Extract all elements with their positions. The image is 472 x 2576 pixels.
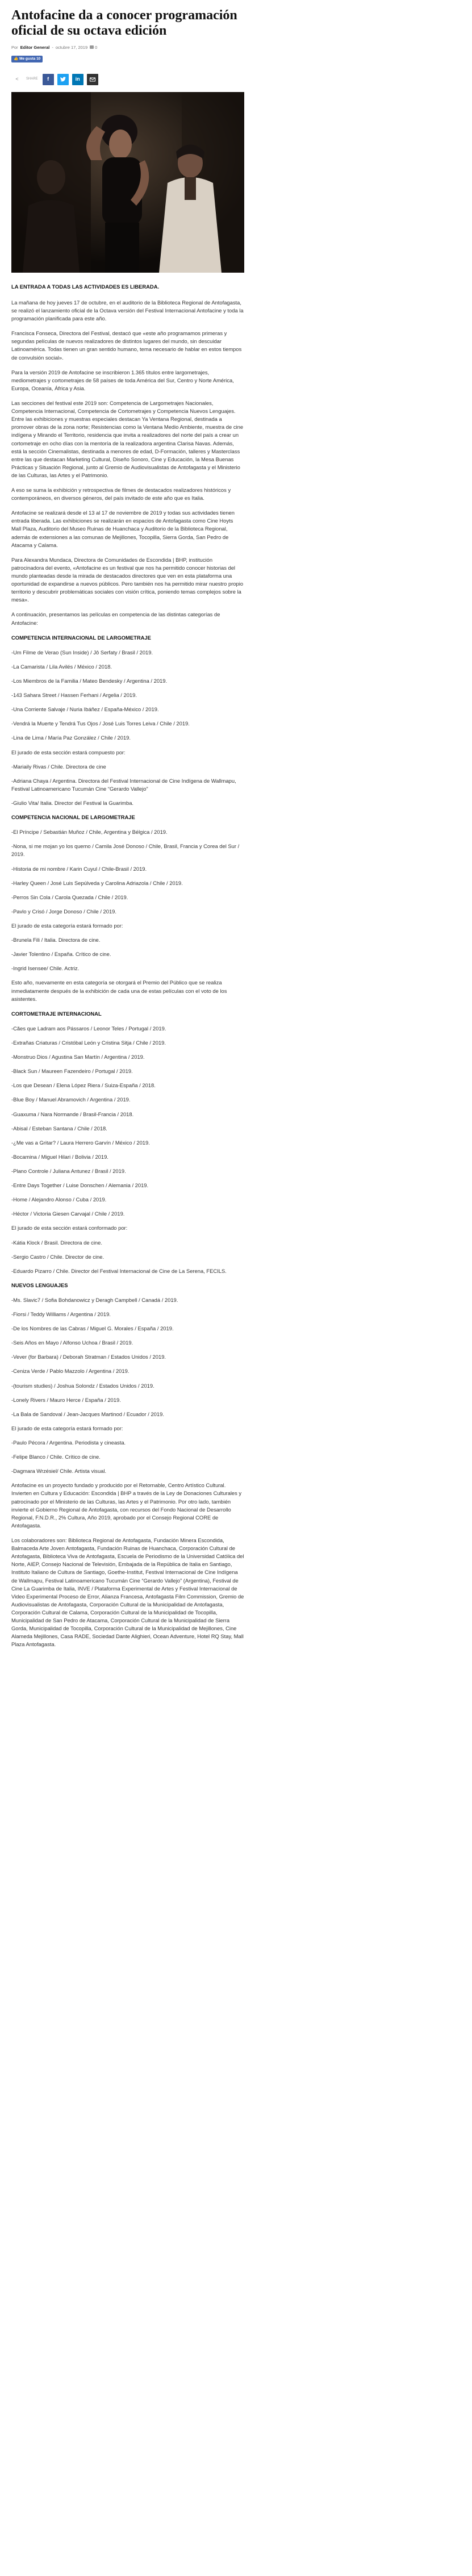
linkedin-share-button[interactable] bbox=[72, 74, 83, 85]
film-entry: -Vever (for Barbara) / Deborah Stratman / Estados Unidos / 2019. bbox=[11, 1354, 166, 1360]
twitter-share-button[interactable] bbox=[57, 74, 69, 85]
film-entry: -143 Sahara Street / Hassen Ferhani / Argelia / 2019. bbox=[11, 692, 137, 699]
article-date: octubre 17, 2019 bbox=[55, 44, 88, 50]
film-entry: -El Príncipe / Sebastián Muñoz / Chile, Argentina y Bélgica / 2019. bbox=[11, 829, 168, 836]
comments-link[interactable] bbox=[90, 44, 97, 51]
jury-member: -Kátia Klock / Brasil. Directora de cine. bbox=[11, 1239, 102, 1246]
film-entry: -Fiorsi / Teddy Williams / Argentina / 2019. bbox=[11, 1311, 111, 1318]
article-meta bbox=[11, 44, 244, 51]
jury-intro: El jurado de esta categoría estará formado por: bbox=[11, 1425, 123, 1431]
jury-member: -Dagmara Wrzésiel/ Chile. Artista visual. bbox=[11, 1468, 107, 1475]
film-entry: -De los Nombres de las Cabras / Miguel G. Morales / España / 2019. bbox=[11, 1325, 174, 1332]
section-heading: CORTOMETRAJE INTERNACIONAL bbox=[11, 1010, 102, 1017]
meta-by: Por bbox=[11, 44, 18, 50]
comments-count: 0 bbox=[95, 44, 98, 50]
section-heading: NUEVOS LENGUAJES bbox=[11, 1281, 68, 1288]
jury-member: -Sergio Castro / Chile. Director de cine. bbox=[11, 1253, 105, 1260]
competition-section bbox=[11, 1281, 244, 1476]
body-paragraph: La mañana de hoy jueves 17 de octubre, en el auditorio de la Biblioteca Regional de Antofagasta, se realizó el lanzamiento oficial de la Octava versión del Festival Internacional Antofacine y toda la programación planificada para este año. bbox=[11, 299, 244, 322]
article-title: Antofacine da a conocer programación oficial de su octava edición bbox=[11, 8, 237, 38]
thumbs-up-icon: 👍 bbox=[14, 57, 19, 61]
meta-separator: - bbox=[52, 44, 53, 50]
film-entry: -Ms. Slavic7 / Sofia Bohdanowicz y Deragh Campbell / Canadá / 2019. bbox=[11, 1296, 178, 1303]
film-entry: -Um Filme de Verao (Sun Inside) / Jô Serfaty / Brasil / 2019. bbox=[11, 649, 153, 656]
share-bar bbox=[11, 74, 244, 85]
competition-section bbox=[11, 813, 244, 1003]
facebook-like-button[interactable] bbox=[11, 56, 43, 62]
film-entry: -Guaxuma / Nara Normande / Brasil-Francia / 2018. bbox=[11, 1110, 134, 1117]
film-entry: -Historia de mi nombre / Karin Cuyul / Chile-Brasil / 2019. bbox=[11, 865, 147, 872]
film-entry: -Héctor / Victoria Giesen Carvajal / Chile / 2019. bbox=[11, 1210, 125, 1217]
share-icon: < bbox=[15, 76, 19, 82]
film-entry: -Blue Boy / Manuel Abramovich / Argentina / 2019. bbox=[11, 1096, 131, 1103]
jury-intro: El jurado de esta sección estará conformado por: bbox=[11, 1225, 128, 1231]
section-heading: COMPETENCIA NACIONAL DE LARGOMETRAJE bbox=[11, 814, 135, 821]
jury-member: -Eduardo Pizarro / Chile. Director del Festival Internacional de Cine de La Serena, FECILS. bbox=[11, 1267, 227, 1274]
article bbox=[11, 8, 244, 1649]
film-still-illustration bbox=[11, 92, 244, 273]
jury-intro: El jurado de esta sección estará compuesto por: bbox=[11, 749, 126, 755]
film-entry: -Pavlo y Crisó / Jorge Donoso / Chile / 2019. bbox=[11, 908, 116, 915]
jury-member: -Felipe Blanco / Chile. Crítico de cine. bbox=[11, 1454, 101, 1460]
email-share-button[interactable] bbox=[87, 74, 98, 85]
author-link[interactable]: Editor General bbox=[20, 44, 50, 50]
film-entry: -(tourism studies) / Joshua Solondz / Estados Unidos / 2019. bbox=[11, 1382, 154, 1389]
jury-intro: El jurado de esta categoría estará formado por: bbox=[11, 922, 123, 929]
intro-paragraphs bbox=[11, 299, 244, 627]
body-paragraph: Antofacine es un proyecto fundado y producido por el Retornable, Centro Artístico Cultural. Invierten en Cultura y Educación: Escondida | BHP a través de la Ley de Donaciones Culturales y patrocinado por el Ministerio de las Culturas, las Artes y el Patrimonio. Por otro lado, también invierte el Gobierno Regional de Antofagasta, con recursos del Fondo Nacional de Desarrollo Regional, F.N.D.R., 2% Cultura, Año 2019, aprobado por el Consejo Regional CORE de Antofagasta. bbox=[11, 1482, 242, 1529]
article-body bbox=[11, 283, 244, 1649]
film-entry: -Abisal / Esteban Santana / Chile / 2018. bbox=[11, 1125, 107, 1132]
film-entry: -Monstruo Dios / Agustina San Martín / Argentina / 2019. bbox=[11, 1054, 145, 1061]
hero-image bbox=[11, 92, 244, 273]
film-entry: -Una Corriente Salvaje / Nuria Ibáñez / España-México / 2019. bbox=[11, 706, 159, 713]
body-paragraph: Las secciones del festival este 2019 son: Competencia de Largometrajes Nacionales, Competencia Internacional, Competencia de Cortometrajes y Competencia Nuevos Lenguajes. Entre las exhibiciones y muestras especiales destacan Ya Ventana Regional, destinada a promover obras de la zona norte; Resistencias como la Ventana Medio Ambiente, muestra de cine indígena y Mirando el Territorio, residencia que invita a realizadores del norte del país a crear un cortometraje en ocho días con la mentoría de la realizadora argentina Clarisa Navas. Además, está la sección Cinemalistas, destinada a menores de edad, D-Formación, talleres y Masterclass entre las que destacan Marketing Cultural, Diseño Sonoro, Cine y Educación, la Mesa Buenas Prácticas y Situación Regional, junto al Gremio de Audiovisualistas de Antofagasta y el Ministerio de las Culturas, las Artes y el Patrimonio. bbox=[11, 399, 244, 478]
film-entry: -Ceniza Verde / Pablo Mazzolo / Argentina / 2019. bbox=[11, 1368, 130, 1375]
body-paragraph: Antofacine se realizará desde el 13 al 17 de noviembre de 2019 y todas sus actividades tienen entrada liberada. Las exhibiciones se realizarán en espacios de Antofagasta como Cine Hoyts Mall Plaza, Auditorio del Museo Ruinas de Huanchaca y Auditorio de la Biblioteca Regional, además de extensiones a las comunas de Mejillones, Tocopilla, Sierra Gorda, San Pedro de Atacama y Calama. bbox=[11, 510, 235, 548]
facebook-like-label: Me gusta 10 bbox=[19, 57, 41, 61]
film-entry: -La Camarista / Lila Avilés / México / 2018. bbox=[11, 663, 112, 670]
body-paragraph: Para la versión 2019 de Antofacine se inscribieron 1.365 títulos entre largometrajes, mediometrajes y cortometrajes de 58 países de toda América del Sur, Centro y Norte América, Europa, Oceanía, África y Asia. bbox=[11, 369, 234, 391]
twitter-icon bbox=[60, 77, 66, 82]
body-paragraph: Para Alexandra Mundaca, Directora de Comunidades de Escondida | BHP, institución patrocinadora del evento, «Antofacine es un festival que nos ha permitido conocer historias del mundo planteadas desde la mirada de destacados directores que ven en esta plataforma una oportunidad de expandirse a nuevos públicos. Pero también nos ha permitido mirar nuestro propio territorio y descubrir problemáticas sociales con visión crítica, poniendo temas complejos sobre la mesa». bbox=[11, 556, 244, 603]
section-heading: COMPETENCIA INTERNACIONAL DE LARGOMETRAJE bbox=[11, 634, 151, 641]
film-entry: -Plano Controle / Juliana Antunez / Brasil / 2019. bbox=[11, 1167, 126, 1174]
film-entry: -Los Miembros de la Familia / Mateo Bendesky / Argentina / 2019. bbox=[11, 678, 168, 684]
article-lead: LA ENTRADA A TODAS LAS ACTIVIDADES ES LIBERADA. bbox=[11, 283, 160, 290]
film-entry: -Bocamina / Miguel Hilari / Bolivia / 2019. bbox=[11, 1153, 108, 1160]
comment-icon bbox=[90, 45, 94, 49]
linkedin-icon: in bbox=[75, 76, 80, 82]
email-icon bbox=[90, 77, 95, 82]
outro-paragraphs bbox=[11, 1481, 244, 1648]
jury-member: -Paulo Pécora / Argentina. Periodista y cineasta. bbox=[11, 1439, 126, 1446]
competition-section bbox=[11, 1010, 244, 1275]
competition-section bbox=[11, 634, 244, 807]
jury-member: -Mariaily Rivas / Chile. Directora de cine bbox=[11, 763, 106, 770]
facebook-icon: f bbox=[47, 76, 49, 82]
film-entry: -¿Me vas a Gritar? / Laura Herrero Garvín / México / 2019. bbox=[11, 1139, 150, 1146]
body-paragraph: Francisca Fonseca, Directora del Festival, destacó que «este año programamos primeras y segundas películas de nuevos realizadores de distintos lugares del mundo, sin descuidar Latinoamérica. Todas tienen un gran sentido humano, tema necesario de hablar en estos tiempos de convulsión social». bbox=[11, 330, 242, 361]
body-paragraph: A eso se suma la exhibición y retrospectiva de filmes de destacados realizadores históricos y contemporáneos, en diversos géneros, del país invitado de este año que es Italia. bbox=[11, 487, 231, 502]
section-note: Esto año, nuevamente en esta categoría se otorgará el Premio del Público que se realiza inmediatamente después de la exhibición de cada una de estas películas con el voto de los asistentes. bbox=[11, 979, 227, 1002]
film-entry: -Los que Desean / Elena López Riera / Suiza-España / 2018. bbox=[11, 1082, 156, 1089]
body-paragraph: A continuación, presentamos las películas en competencia de las distintas categorías de Antofacine: bbox=[11, 611, 220, 626]
film-entry: -Nona, si me mojan yo los quemo / Camila José Donoso / Chile, Brasil, Francia y Corea del Sur / 2019. bbox=[11, 843, 240, 858]
film-entry: -Lonely Rivers / Mauro Herce / España / 2019. bbox=[11, 1396, 121, 1403]
film-entry: -Vendrá la Muerte y Tendrá Tus Ojos / José Luis Torres Leiva / Chile / 2019. bbox=[11, 720, 190, 727]
film-entry: -Perros Sin Cola / Carola Quezada / Chile / 2019. bbox=[11, 894, 128, 900]
share-label: SHARE bbox=[26, 77, 38, 81]
jury-member: -Javier Tolentino / España. Crítico de cine. bbox=[11, 951, 111, 958]
film-entry: -Black Sun / Maureen Fazendeiro / Portugal / 2019. bbox=[11, 1068, 133, 1075]
film-entry: -Lina de Lima / María Paz González / Chile / 2019. bbox=[11, 734, 131, 741]
film-entry: -Harley Queen / José Luis Sepúlveda y Carolina Adriazola / Chile / 2019. bbox=[11, 879, 183, 886]
film-entry: -Entre Days Together / Luise Donschen / Alemania / 2019. bbox=[11, 1182, 149, 1189]
film-entry: -Seis Años en Mayo / Alfonso Uchoa / Brasil / 2019. bbox=[11, 1339, 133, 1346]
jury-member: -Brunela Fili / Italia. Directora de cine. bbox=[11, 937, 101, 943]
competition-sections bbox=[11, 634, 244, 1476]
film-entry: -Extrañas Criaturas / Cristóbal León y Cristina Sitja / Chile / 2019. bbox=[11, 1039, 166, 1046]
film-entry: -Home / Alejandro Alonso / Cuba / 2019. bbox=[11, 1196, 107, 1203]
body-paragraph: Los colaboradores son: Biblioteca Regional de Antofagasta, Fundación Minera Escondida, Balmaceda Arte Joven Antofagasta, Fundación Ruinas de Huanchaca, Corporación Cultural de Antofagasta, Biblioteca Viva de Antofagasta, Escuela de Periodismo de la Universidad Católica del Norte, AIEP, Consejo Nacional de Televisión, Embajada de la República de Italia en Santiago, Instituto Italiano de Cultura de Santiago, Goethe-Institut, Festival Internacional de Cine Indígena de Wallmapu, Festival Latinoamericano Tucumán Cine “Gerardo Vallejo” (Argentina), Festival de Cine La Guarimba de Italia, INVE / Plataforma Experimental de Artes y Festival Internacional de Video Experimental Proceso de Error, Alianza Francesa, Antofagasta Film Commission, Gremio de Audiovisualistas de Antofagasta, Corporación Cultural de la Municipalidad de Antofagasta, Corporación Cultural de Calama, Corporación Cultural de la Municipalidad de Tocopilla, Municipalidad de San Pedro de Atacama, Corporación Cultural de la Municipalidad de Sierra Gorda, Municipalidad de Tocopilla, Corporación Cultural de la Municipalidad de Mejillones, Cine Alameda Mejillones, Casa RADE, Sociedad Dante Alighieri, Ocean Adventure, Hotel RQ Stay, Mall Plaza Antofagasta. bbox=[11, 1537, 244, 1648]
facebook-share-button[interactable] bbox=[43, 74, 54, 85]
film-entry: -Cães que Ladram aos Pássaros / Leonor Teles / Portugal / 2019. bbox=[11, 1025, 166, 1032]
jury-member: -Adriana Chaya / Argentina. Directora del Festival Internacional de Cine Indígena de Wallmapu, Festival Latinoamericano Tucumán Cine “Gerardo Vallejo” bbox=[11, 777, 236, 792]
jury-member: -Giulio Vita/ Italia. Director del Festival la Guarimba. bbox=[11, 800, 134, 806]
film-entry: -La Bala de Sandoval / Jean-Jacques Martinod / Ecuador / 2019. bbox=[11, 1410, 164, 1417]
jury-member: -Ingrid Isensee/ Chile. Actriz. bbox=[11, 965, 80, 972]
